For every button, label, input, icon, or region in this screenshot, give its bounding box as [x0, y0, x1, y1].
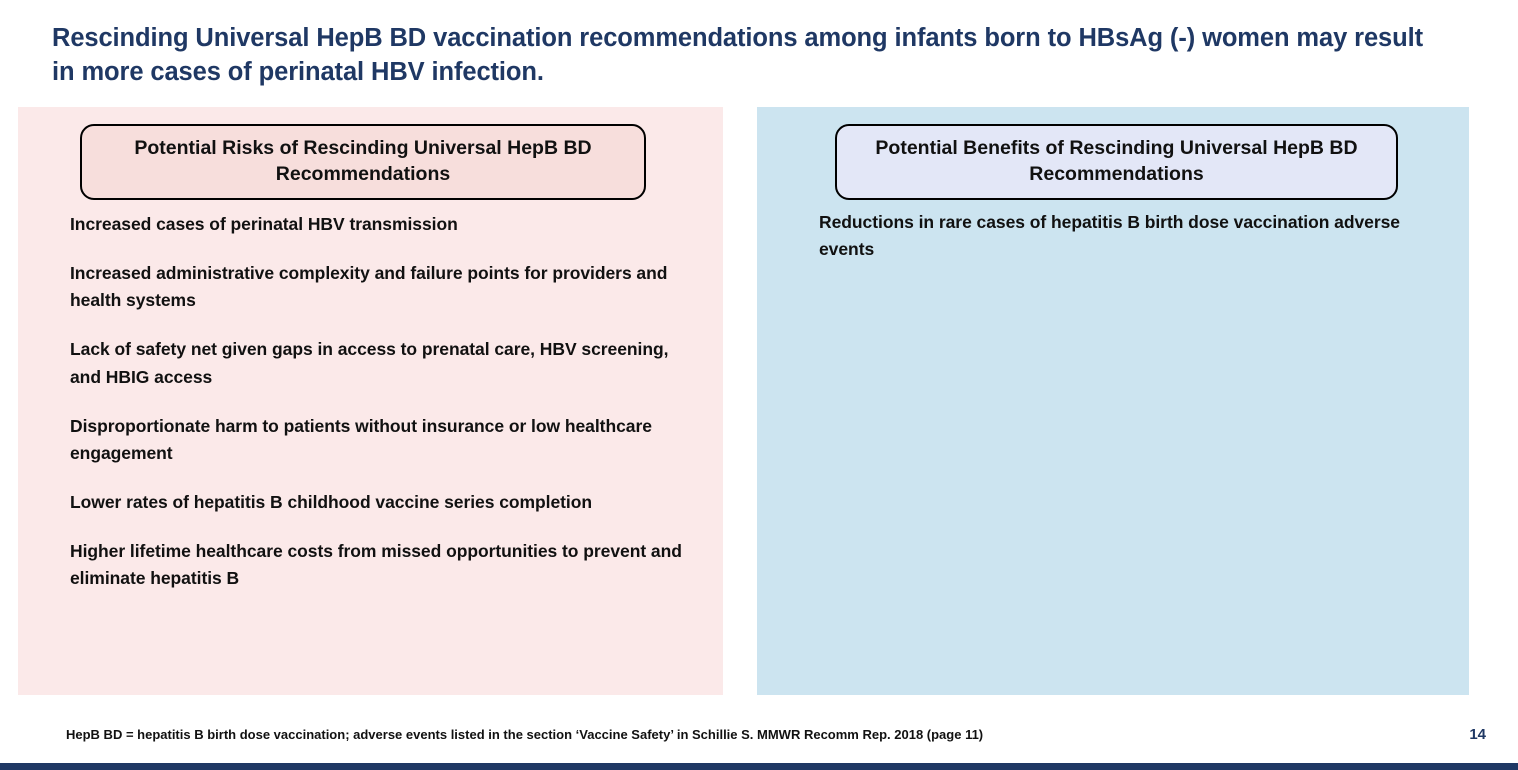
benefits-panel [757, 107, 1469, 695]
footnote: HepB BD = hepatitis B birth dose vaccination; adverse events listed in the section ‘Vaccine Safety’ in Schillie S. MMWR Recomm Rep. 2018 (page 11) [66, 727, 984, 742]
bottom-accent-bar [0, 763, 1518, 770]
list-item: Lack of safety net given gaps in access to prenatal care, HBV screening, and HBIG access [70, 339, 669, 387]
risks-panel [18, 107, 723, 695]
benefits-panel-header: Potential Benefits of Rescinding Universal HepB BD Recommendations [835, 124, 1398, 200]
risks-panel-header: Potential Risks of Rescinding Universal HepB BD Recommendations [80, 124, 646, 200]
list-item: Lower rates of hepatitis B childhood vaccine series completion [70, 491, 593, 512]
list-item: Increased cases of perinatal HBV transmission [70, 214, 458, 234]
list-item: Reductions in rare cases of hepatitis B birth dose vaccination adverse events [819, 212, 1400, 260]
page-number: 14 [1469, 726, 1486, 743]
list-item: Increased administrative complexity and failure points for providers and health systems [70, 263, 668, 311]
list-item: Higher lifetime healthcare costs from missed opportunities to prevent and eliminate hepatitis B [70, 541, 682, 589]
list-item: Disproportionate harm to patients without insurance or low healthcare engagement [70, 415, 652, 463]
risks-list [70, 211, 699, 614]
page-title: Rescinding Universal HepB BD vaccination recommendations among infants born to HBsAg (-) women may result in more cases of perinatal HBV infection. [52, 24, 1423, 86]
benefits-list [819, 209, 1435, 281]
